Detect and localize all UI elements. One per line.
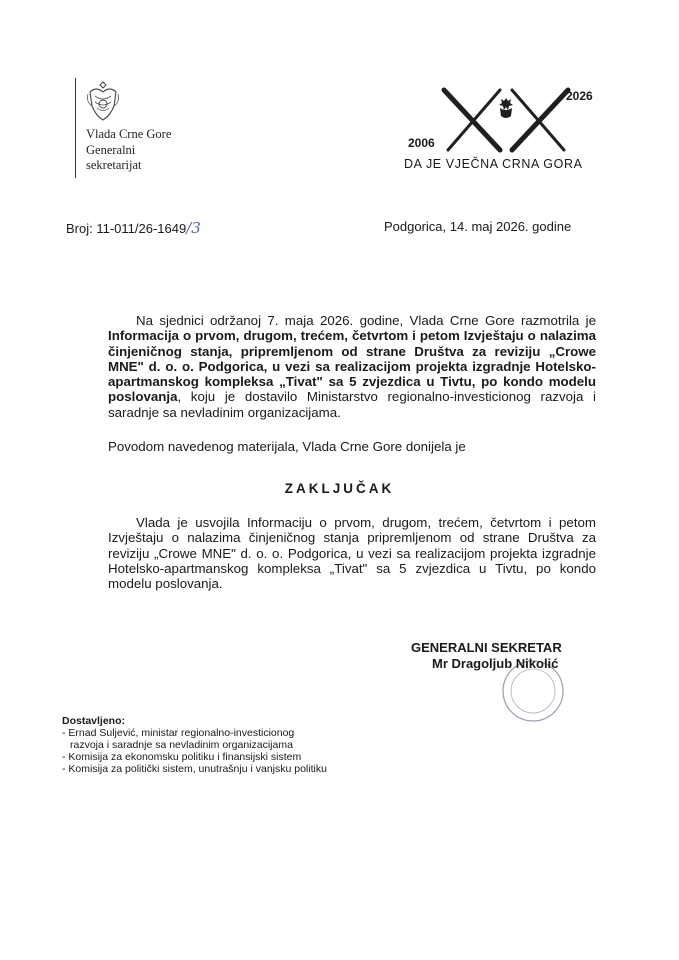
distribution-item: - Komisija za politički sistem, unutrašnju i vanjsku politiku (62, 763, 327, 775)
paragraph-intro-outro: , koju je dostavilo Ministarstvo regionalno-investicionog razvoja i saradnje sa nevladinim organizacijama. (108, 389, 596, 420)
signatory-name: Mr Dragoljub Nikolić (432, 656, 559, 671)
conclusion-title: ZAKLJUČAK (284, 481, 395, 496)
handwritten-suffix: /3 (186, 219, 201, 237)
institution-line: sekretarijat (86, 158, 142, 172)
institution-line: Vlada Crne Gore (86, 127, 172, 141)
header-divider (75, 78, 76, 178)
reference-number-text: Broj: 11-011/26-1649 (66, 221, 187, 236)
logo-motto: DA JE VJEČNA CRNA GORA (404, 157, 583, 171)
paragraph-decision-intro: Povodom navedenog materijala, Vlada Crne Gore donijela je (108, 439, 466, 454)
coat-of-arms-icon (85, 80, 121, 124)
document-date: Podgorica, 14. maj 2026. godine (384, 219, 572, 234)
paragraph-intro-text: Na sjednici održanoj 7. maja 2026. godine, Vlada Crne Gore razmotrila je (136, 313, 596, 328)
logo-year-start: 2006 (408, 136, 435, 150)
distribution-item: razvoja i saradnje sa nevladinim organizacijama (70, 739, 293, 751)
signatory-title: GENERALNI SEKRETAR (411, 640, 562, 655)
distribution-item: - Ernad Suljević, ministar regionalno-investicionog (62, 727, 295, 739)
paragraph-intro (108, 313, 596, 420)
paragraph-conclusion: Vlada je usvojila Informaciju o prvom, drugom, trećem, četvrtom i petom Izvještaju o nalazima činjeničnog stanja pripremljenom od strane Društva za reviziju „Crowe MNE" d. o. o. Podgorica, u vezi sa realizacijom projekta izgradnje Hotelsko-apartmanskog kompleksa „Tivat" sa 5 zvjezdica u Tivtu, po kondo modelu poslovanja. (108, 515, 596, 592)
distribution-list (62, 715, 327, 775)
institution-name (86, 127, 171, 174)
logo-year-end: 2026 (566, 89, 593, 103)
paragraph-intro-subject: Informacija o prvom, drugom, trećem, četvrtom i petom Izvještaju o nalazima činjeničnog stanja, pripremljenom od strane Društva za reviziju „Crowe MNE" d. o. o. Podgorica, u vezi sa realizacijom projekta izgradnje Hotelsko-apartmanskog kompleksa „Tivat" sa 5 zvjezdica u Tivtu, po kondo modelu poslovanja (108, 328, 596, 405)
institution-line: Generalni (86, 142, 136, 157)
distribution-heading: Dostavljeno: (62, 715, 126, 727)
reference-number (66, 219, 201, 237)
distribution-item: - Komisija za ekonomsku politiku i finansijski sistem (62, 751, 302, 763)
